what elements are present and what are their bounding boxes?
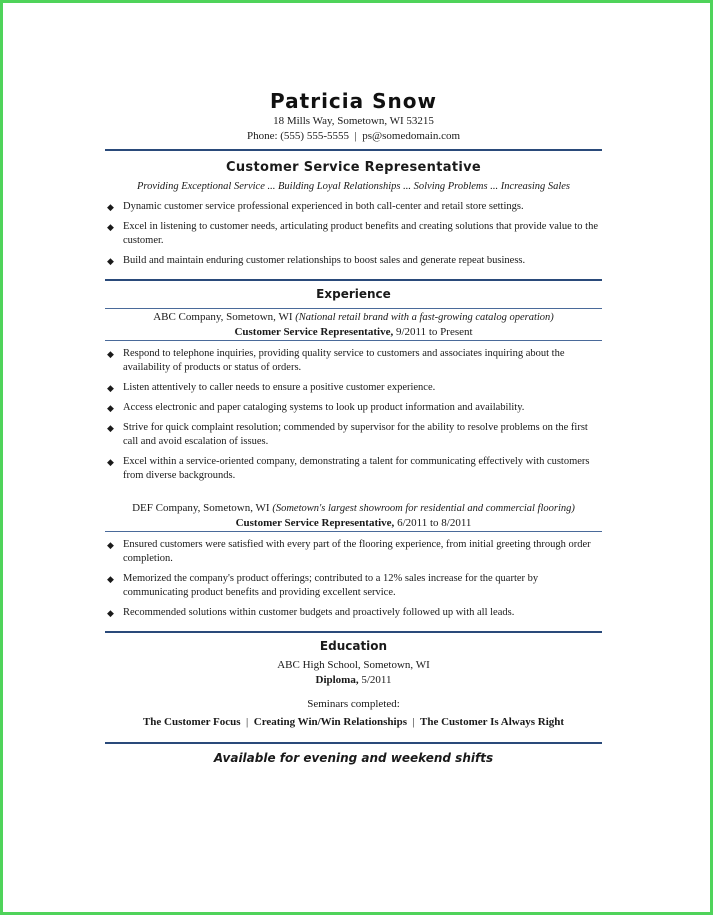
school: ABC High School, Sometown, WI (277, 659, 430, 671)
list-item: ◆ Build and maintain enduring customer relationships to boost sales and generate repeat business. (107, 255, 526, 266)
job-note: (Sometown's largest showroom for residential and commercial flooring) (272, 503, 575, 514)
job-role-line (105, 516, 602, 530)
bullet-icon: ◆ (107, 457, 114, 467)
resume-page (105, 88, 602, 765)
list-item: ◆ Strive for quick complaint resolution; commended by supervisor for the ability to resolve problems on the first call and avoid escalation of issues. (107, 422, 588, 447)
job-note: (National retail brand with a fast-growing catalog operation) (295, 312, 554, 323)
list-item: ◆ Excel within a service-oriented company, demonstrating a talent for communicating effectively with customers from diverse backgrounds. (107, 456, 590, 481)
divider (105, 531, 602, 532)
job-company: DEF Company, Sometown, WI (132, 502, 270, 514)
job-company-line (105, 501, 602, 516)
bullet-icon: ◆ (107, 349, 114, 359)
job-role: Customer Service Representative, (234, 326, 394, 338)
availability-note: Available for evening and weekend shifts (213, 751, 494, 765)
bullet-icon: ◆ (107, 423, 114, 433)
list-item: ◆ Memorized the company's product offerings; contributed to a 12% sales increase for the quarter by communicating product benefits and providing excellent service. (107, 573, 539, 598)
job-dates: 9/2011 to Present (395, 326, 473, 338)
summary-title: Customer Service Representative (226, 160, 481, 175)
list-item: ◆ Listen attentively to caller needs to ensure a positive customer experience. (107, 382, 436, 393)
bullet-icon: ◆ (107, 540, 114, 550)
seminar: The Customer Focus (142, 716, 241, 728)
experience-heading: Experience (316, 287, 391, 301)
list-item: ◆ Ensured customers were satisfied with every part of the flooring experience, from initial greeting through order completion. (107, 539, 591, 564)
divider (105, 279, 602, 281)
bullet-icon: ◆ (107, 574, 114, 584)
job-dates: 6/2011 to 8/2011 (397, 517, 472, 529)
bullet-icon: ◆ (107, 222, 114, 232)
phone: Phone: (555) 555-5555 (246, 130, 349, 142)
job-role: Customer Service Representative, (235, 517, 395, 529)
seminar: Creating Win/Win Relationships (253, 716, 407, 728)
education-heading: Education (319, 639, 388, 653)
list-item: ◆ Excel in listening to customer needs, articulating product benefits and creating solutions that provide value to the customer. (107, 221, 598, 246)
divider (105, 742, 602, 744)
job-role-line (105, 325, 602, 339)
summary-tagline: Providing Exceptional Service ... Building Loyal Relationships ... Solving Problems ... Increasing Sales (136, 181, 571, 192)
job-company: ABC Company, Sometown, WI (153, 311, 293, 323)
divider (105, 149, 602, 151)
candidate-name: Patricia Snow (270, 89, 437, 113)
list-item: ◆ Dynamic customer service professional experienced in both call-center and retail store settings. (107, 201, 524, 212)
seminar: The Customer Is Always Right (420, 716, 565, 728)
divider (105, 631, 602, 633)
seminar-separator: | (246, 716, 249, 728)
contact-separator: | (354, 130, 357, 142)
diploma-date: 5/2011 (361, 674, 392, 686)
address: 18 Mills Way, Sometown, WI 53215 (273, 115, 434, 127)
list-item: ◆ Respond to telephone inquiries, providing quality service to customers and associates inquiring about the availability of products or status of orders. (107, 348, 565, 373)
seminars-label: Seminars completed: (307, 698, 400, 710)
seminars-line (105, 715, 602, 730)
job-bullets (105, 538, 602, 620)
email: ps@somedomain.com (362, 130, 461, 142)
diploma-line (105, 673, 602, 688)
diploma: Diploma, (315, 674, 359, 686)
bullet-icon: ◆ (107, 383, 114, 393)
summary-bullets (105, 200, 602, 268)
contact-line (105, 129, 602, 144)
list-item: ◆ Recommended solutions within customer budgets and proactively followed up with all leads. (107, 607, 515, 618)
list-item: ◆ Access electronic and paper cataloging systems to look up product information and availability. (107, 402, 525, 413)
seminar-separator: | (412, 716, 415, 728)
bullet-icon: ◆ (107, 403, 114, 413)
job-bullets (105, 347, 602, 483)
bullet-icon: ◆ (107, 608, 114, 618)
divider (105, 340, 602, 341)
divider (105, 308, 602, 309)
bullet-icon: ◆ (107, 202, 114, 212)
job-company-line (105, 310, 602, 325)
bullet-icon: ◆ (107, 256, 114, 266)
